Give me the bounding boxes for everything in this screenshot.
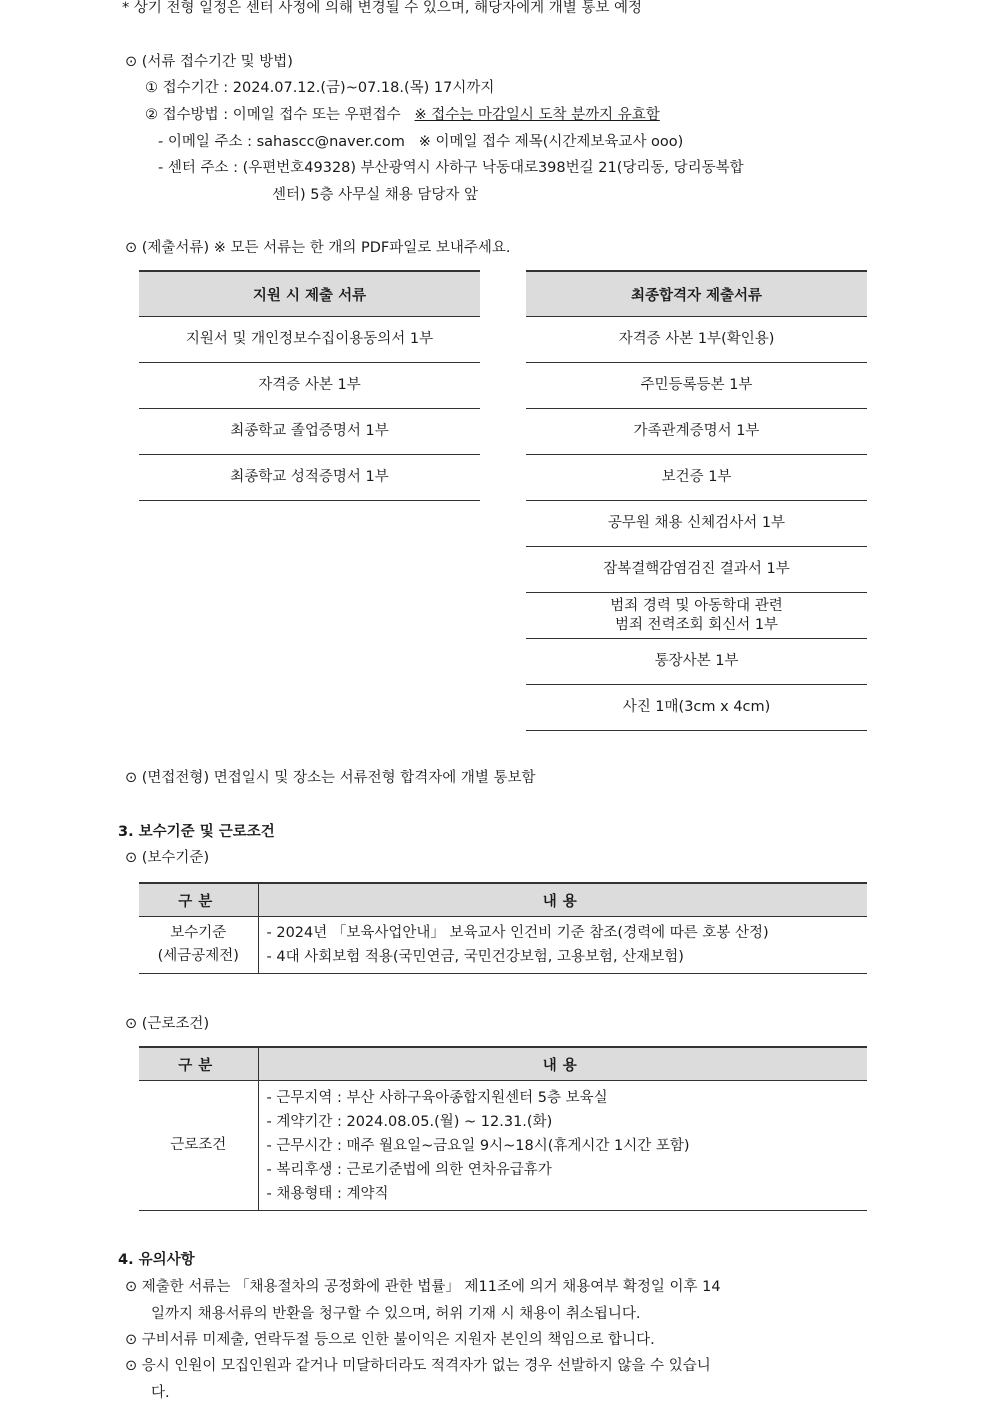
notice-item-2: ⊙ 구비서류 미제출, 연락두절 등으로 인한 불이익은 지원자 본인의 책임으로 합니다.: [125, 1332, 655, 1348]
document-row: [526, 685, 867, 731]
document-row: [526, 455, 867, 501]
document-row: [139, 409, 480, 455]
condition-line: - 채용형태 : 계약직: [266, 1185, 389, 1202]
work-col-category: 구분: [139, 1047, 258, 1081]
application-method: [145, 105, 660, 125]
document-item: 가족관계증명서 1부: [526, 409, 867, 455]
condition-line: - 근무지역 : 부산 사하구육아종합지원센터 5층 보육실: [266, 1089, 608, 1106]
document-item: 최종학교 졸업증명서 1부: [139, 409, 480, 455]
document-item: 주민등록등본 1부: [526, 363, 867, 409]
document-row: [139, 317, 480, 363]
interview-note: ⊙ (면접전형) 면접일시 및 장소는 서류전형 합격자에 개별 통보함: [125, 770, 536, 786]
final-documents-header: 최종합격자 제출서류: [526, 271, 867, 317]
schedule-note: * 상기 전형 일정은 센터 사정에 의해 변경될 수 있으며, 해당자에게 개별 통보 예정: [122, 0, 642, 16]
document-row: [526, 593, 867, 639]
document-item: 자격증 사본 1부: [139, 363, 480, 409]
document-item: 통장사본 1부: [526, 639, 867, 685]
work-content: [258, 1081, 867, 1211]
notice-item-1-line-1: ⊙ 제출한 서류는 「채용절차의 공정화에 관한 법률」 제11조에 의거 채용여부 확정일 이후 14: [125, 1279, 721, 1295]
email-address: - 이메일 주소 : sahascc@naver.com: [158, 134, 405, 150]
documents-heading: ⊙ (제출서류) ※ 모든 서류는 한 개의 PDF파일로 보내주세요.: [125, 240, 511, 256]
document-item: 자격증 사본 1부(확인용): [526, 317, 867, 363]
section4-title: 4. 유의사항: [118, 1252, 195, 1268]
notice-item-3-line-2: 다.: [151, 1385, 170, 1401]
document-row: [526, 639, 867, 685]
email-line: [158, 132, 683, 152]
work-col-content: 내용: [258, 1047, 867, 1081]
final-documents-table: [526, 270, 867, 731]
document-item: 사진 1매(3cm x 4cm): [526, 685, 867, 731]
condition-line: - 2024년 「보육사업안내」 보육교사 인건비 기준 참조(경력에 따른 호봉 산정): [266, 925, 769, 941]
document-row: [526, 363, 867, 409]
pay-heading: ⊙ (보수기준): [125, 850, 210, 866]
document-row: [139, 455, 480, 501]
pay-col-category: 구분: [139, 883, 258, 917]
document-row: [526, 317, 867, 363]
work-category: 근로조건: [139, 1081, 258, 1211]
document-row: [526, 547, 867, 593]
work-heading: ⊙ (근로조건): [125, 1016, 210, 1032]
document-item: 지원서 및 개인정보수집이용동의서 1부: [139, 317, 480, 363]
notice-item-3-line-1: ⊙ 응시 인원이 모집인원과 같거나 미달하더라도 적격자가 없는 경우 선발하지 않을 수 있습니: [125, 1358, 711, 1374]
condition-line: - 4대 사회보험 적용(국민연금, 국민건강보험, 고용보험, 산재보험): [266, 949, 684, 965]
application-method-text: ② 접수방법 : 이메일 접수 또는 우편접수: [145, 107, 401, 123]
document-item: 공무원 채용 신체검사서 1부: [526, 501, 867, 547]
pay-content: [258, 917, 867, 974]
document-item: 범죄 경력 및 아동학대 관련 범죄 전력조회 회신서 1부: [526, 593, 867, 639]
pay-table: [139, 882, 867, 974]
address-line-1: - 센터 주소 : (우편번호49328) 부산광역시 사하구 낙동대로398번길 21(당리동, 당리동복합: [158, 160, 744, 176]
apply-documents-header: 지원 시 제출 서류: [139, 271, 480, 317]
pay-col-content: 내용: [258, 883, 867, 917]
document-item: 보건증 1부: [526, 455, 867, 501]
application-period: ① 접수기간 : 2024.07.12.(금)~07.18.(목) 17시까지: [145, 80, 495, 96]
document-item: 최종학교 성적증명서 1부: [139, 455, 480, 501]
work-table: [139, 1046, 867, 1211]
condition-line: - 복리후생 : 근로기준법에 의한 연차유급휴가: [266, 1161, 552, 1178]
address-line-2: 센터) 5층 사무실 채용 담당자 앞: [272, 187, 479, 203]
section3-title: 3. 보수기준 및 근로조건: [118, 824, 275, 840]
email-subject-note: ※ 이메일 접수 제목(시간제보육교사 ooo): [418, 134, 684, 150]
pay-category: 보수기준 (세금공제전): [139, 917, 258, 974]
condition-line: - 근무시간 : 매주 월요일~금요일 9시~18시(휴게시간 1시간 포함): [266, 1137, 690, 1154]
application-heading: ⊙ (서류 접수기간 및 방법): [125, 54, 293, 70]
notice-item-1-line-2: 일까지 채용서류의 반환을 청구할 수 있으며, 허위 기재 시 채용이 취소됩니다.: [151, 1306, 641, 1322]
document-item: 잠복결핵감염검진 결과서 1부: [526, 547, 867, 593]
document-row: [139, 363, 480, 409]
document-row: [526, 501, 867, 547]
condition-line: - 계약기간 : 2024.08.05.(월) ~ 12.31.(화): [266, 1113, 553, 1130]
apply-documents-table: [139, 270, 480, 501]
application-method-note: ※ 접수는 마감일시 도착 분까지 유효함: [414, 107, 660, 123]
document-row: [526, 409, 867, 455]
